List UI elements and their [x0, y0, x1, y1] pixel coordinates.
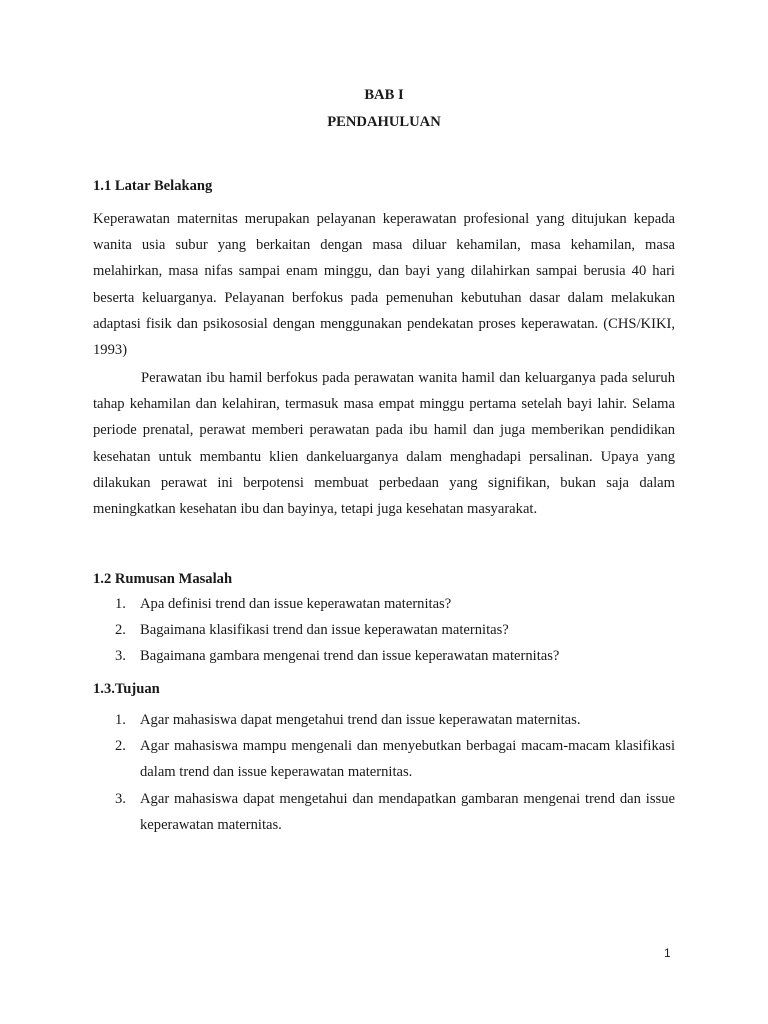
tujuan-list: [0, 707, 768, 838]
list-item: [0, 643, 675, 669]
chapter-title: PENDAHULUAN: [327, 114, 441, 130]
list-item-text: Agar mahasiswa dapat mengetahui dan mendapatkan gambaran mengenai trend dan issue keperawatan maternitas.: [140, 790, 675, 833]
list-item: [0, 786, 675, 838]
list-item: [0, 617, 675, 643]
list-item-number: 2.: [115, 738, 126, 755]
rumusan-masalah-list: [0, 591, 768, 670]
list-item-number: 3.: [115, 648, 126, 665]
list-item-text: Apa definisi trend dan issue keperawatan maternitas?: [140, 596, 452, 612]
list-item-text: Agar mahasiswa mampu mengenali dan menyebutkan berbagai macam-macam klasifikasi dalam trend dan issue keperawatan maternitas.: [140, 738, 675, 781]
list-item: [0, 733, 675, 785]
list-item-text: Bagaimana gambara mengenai trend dan issue keperawatan maternitas?: [140, 648, 560, 665]
list-item: [0, 707, 675, 733]
list-item-number: 1.: [115, 712, 126, 728]
list-item-number: 1.: [115, 596, 126, 612]
list-item: [0, 591, 675, 617]
list-item-number: 2.: [115, 622, 126, 639]
chapter-number: BAB I: [364, 87, 404, 103]
section-heading-rumusan-masalah: 1.2 Rumusan Masalah: [93, 571, 233, 587]
list-item-number: 3.: [115, 790, 126, 807]
paragraph: Perawatan ibu hamil berfokus pada perawatan wanita hamil dan keluarganya pada seluruh tahap kehamilan dan kelahiran, termasuk masa empat minggu pertama setelah bayi lahir. Selama periode prenatal, perawat memberi perawatan pada ibu hamil dan juga memberikan pendidikan kesehatan untuk membantu klien dankeluarganya dalam menghadapi persalinan. Upaya yang dilakukan perawat ini berpotensi membuat perbedaan yang signifikan, bukan saja dalam meningkatkan kesehatan ibu dan bayinya, tetapi juga kesehatan masyarakat.: [93, 370, 675, 518]
list-item-text: Bagaimana klasifikasi trend dan issue keperawatan maternitas?: [140, 622, 509, 639]
paragraph: Keperawatan maternitas merupakan pelayanan keperawatan profesional yang ditujukan kepada wanita usia subur yang berkaitan dengan masa diluar kehamilan, masa kehamilan, masa melahirkan, masa nifas sampai enam minggu, dan bayi yang dilahirkan sampai berusia 40 hari beserta keluarganya. Pelayanan berfokus pada pemenuhan kebutuhan dasar dalam melakukan adaptasi fisik dan psikososial dengan menggunakan pendekatan proses keperawatan. (CHS/KIKI, 1993): [93, 211, 675, 359]
section-heading-tujuan: 1.3.Tujuan: [93, 681, 160, 697]
section-heading-latar-belakang: 1.1 Latar Belakang: [93, 178, 213, 194]
page-number: 1: [664, 946, 671, 960]
list-item-text: Agar mahasiswa dapat mengetahui trend dan issue keperawatan maternitas.: [140, 712, 581, 728]
